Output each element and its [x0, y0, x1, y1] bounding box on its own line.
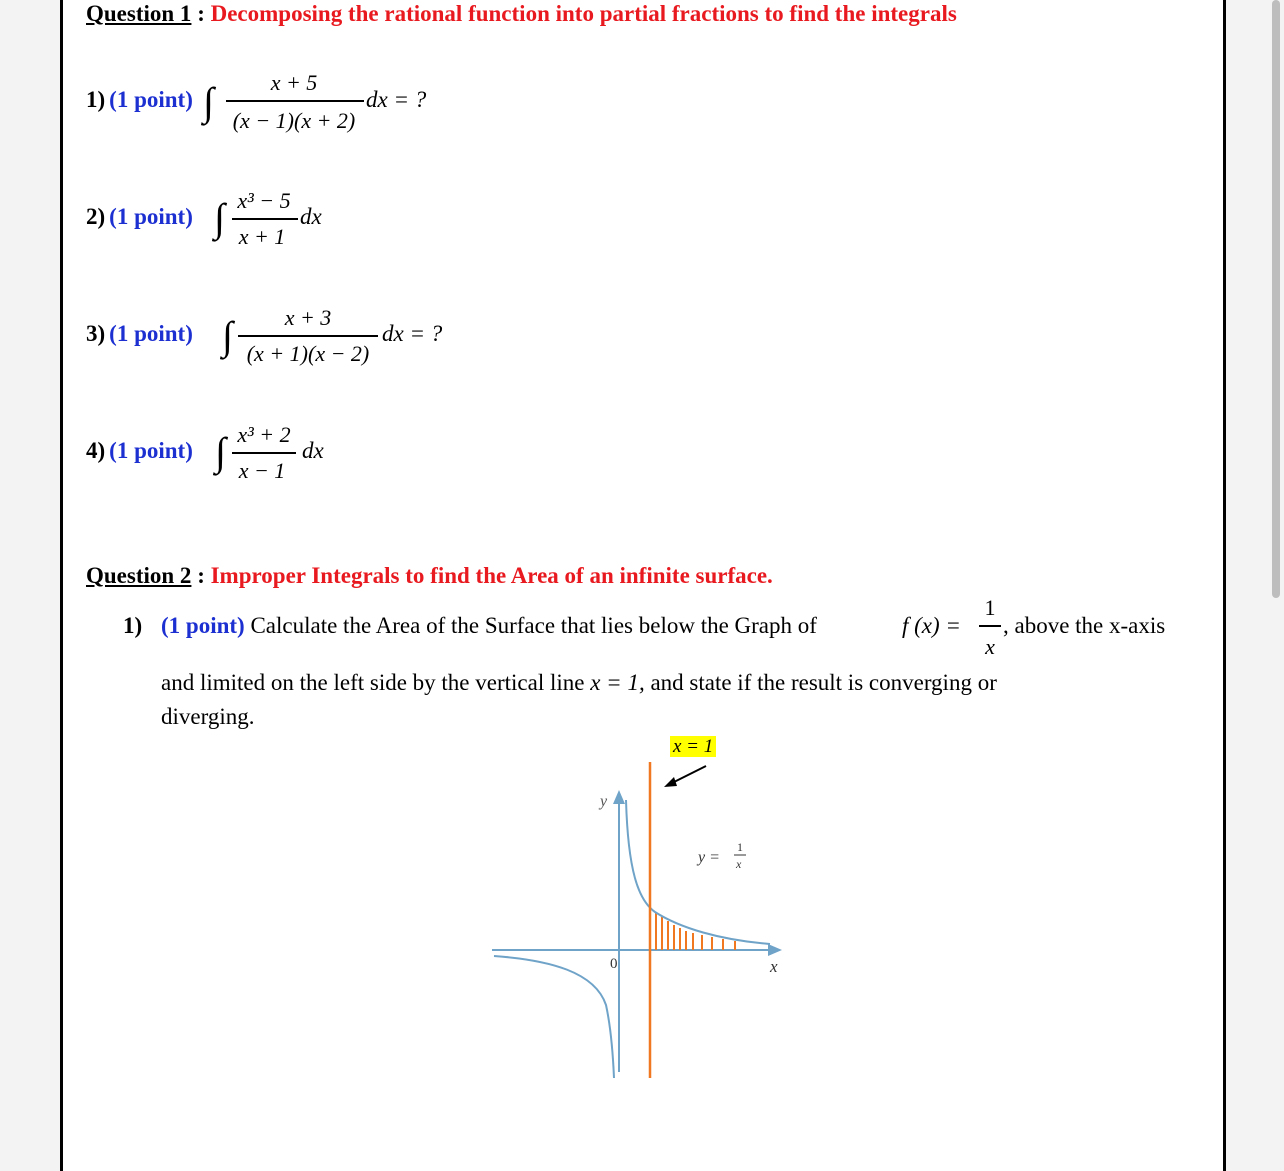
y-axis-arrow-icon — [613, 790, 625, 804]
fraction-numerator: x³ − 5 — [237, 188, 291, 213]
item-suffix: dx = ? — [366, 87, 427, 112]
item-points: (1 point) — [109, 87, 193, 112]
fraction-numerator: x + 3 — [284, 305, 332, 330]
function-denominator: x — [985, 634, 995, 659]
question-2-title: Improper Integrals to find the Area of an infinite surface. — [210, 563, 773, 588]
integral-sign-icon: ∫ — [215, 429, 226, 474]
function-fraction-bar — [979, 625, 1001, 627]
curve-label-denominator: x — [736, 857, 742, 871]
curve-label: y = — [698, 849, 720, 866]
curve-left-branch — [494, 956, 614, 1078]
pointer-arrow-line — [672, 766, 706, 783]
axis-y-label: y — [600, 793, 608, 810]
scrollbar-thumb[interactable] — [1272, 0, 1280, 598]
axis-x-label: x — [770, 957, 778, 976]
fraction-bar — [232, 452, 296, 454]
curve-label-numerator: 1 — [737, 840, 743, 854]
question-2-heading — [86, 563, 773, 589]
item-text-line3: diverging. — [161, 704, 255, 729]
item-points: (1 point) — [109, 438, 193, 463]
question-2-label: Question 2 — [86, 563, 192, 588]
item-text-line2a: and limited on the left side by the vertical line — [161, 670, 585, 695]
curve-right-branch — [626, 800, 770, 944]
item-points: (1 point) — [109, 321, 193, 346]
item-points: (1 point) — [109, 204, 193, 229]
fraction-denominator: (x − 1)(x + 2) — [232, 108, 356, 133]
item-text-line2b: and state if the result is converging or — [650, 670, 997, 695]
question-1-colon: : — [197, 1, 205, 26]
graph-figure — [480, 760, 800, 1090]
item-number: 4) — [86, 438, 106, 463]
fraction-bar — [238, 335, 378, 337]
integral-sign-icon: ∫ — [214, 195, 225, 240]
fraction-numerator: x³ + 2 — [237, 422, 291, 447]
item-number: 1) — [123, 613, 143, 638]
fraction-bar — [232, 218, 298, 220]
item-number: 1) — [86, 87, 106, 112]
question-1-title: Decomposing the rational function into partial fractions to find the integrals — [210, 1, 957, 26]
item-suffix: dx — [300, 204, 322, 229]
question-1-heading — [86, 1, 957, 27]
fraction-denominator: x + 1 — [238, 224, 286, 249]
fraction-numerator: x + 5 — [270, 70, 318, 95]
integral-sign-icon: ∫ — [222, 313, 233, 358]
pointer-arrow-head-icon — [664, 777, 677, 787]
item-text-part2: , above the x-axis — [1003, 613, 1166, 638]
item-points: (1 point) — [161, 613, 245, 638]
vertical-line-equation: x = 1, — [590, 670, 645, 695]
x-axis-arrow-icon — [768, 944, 782, 956]
question-1-label: Question 1 — [86, 1, 192, 26]
function-numerator: 1 — [984, 595, 996, 620]
fraction-bar — [226, 100, 364, 102]
fraction-denominator: x − 1 — [238, 458, 286, 483]
function-lhs: f (x) = — [902, 613, 961, 638]
fraction-denominator: (x + 1)(x − 2) — [246, 341, 370, 366]
item-number: 3) — [86, 321, 106, 346]
integral-sign-icon: ∫ — [203, 79, 214, 124]
item-number: 2) — [86, 204, 106, 229]
item-suffix: dx — [302, 438, 324, 463]
scrollbar[interactable] — [1266, 0, 1284, 1159]
figure-highlight-label: x = 1 — [670, 736, 716, 758]
origin-label: 0 — [610, 956, 618, 972]
item-text-part1: Calculate the Area of the Surface that lies below the Graph of — [250, 613, 817, 638]
question-2-colon: : — [197, 563, 205, 588]
item-suffix: dx = ? — [382, 321, 443, 346]
